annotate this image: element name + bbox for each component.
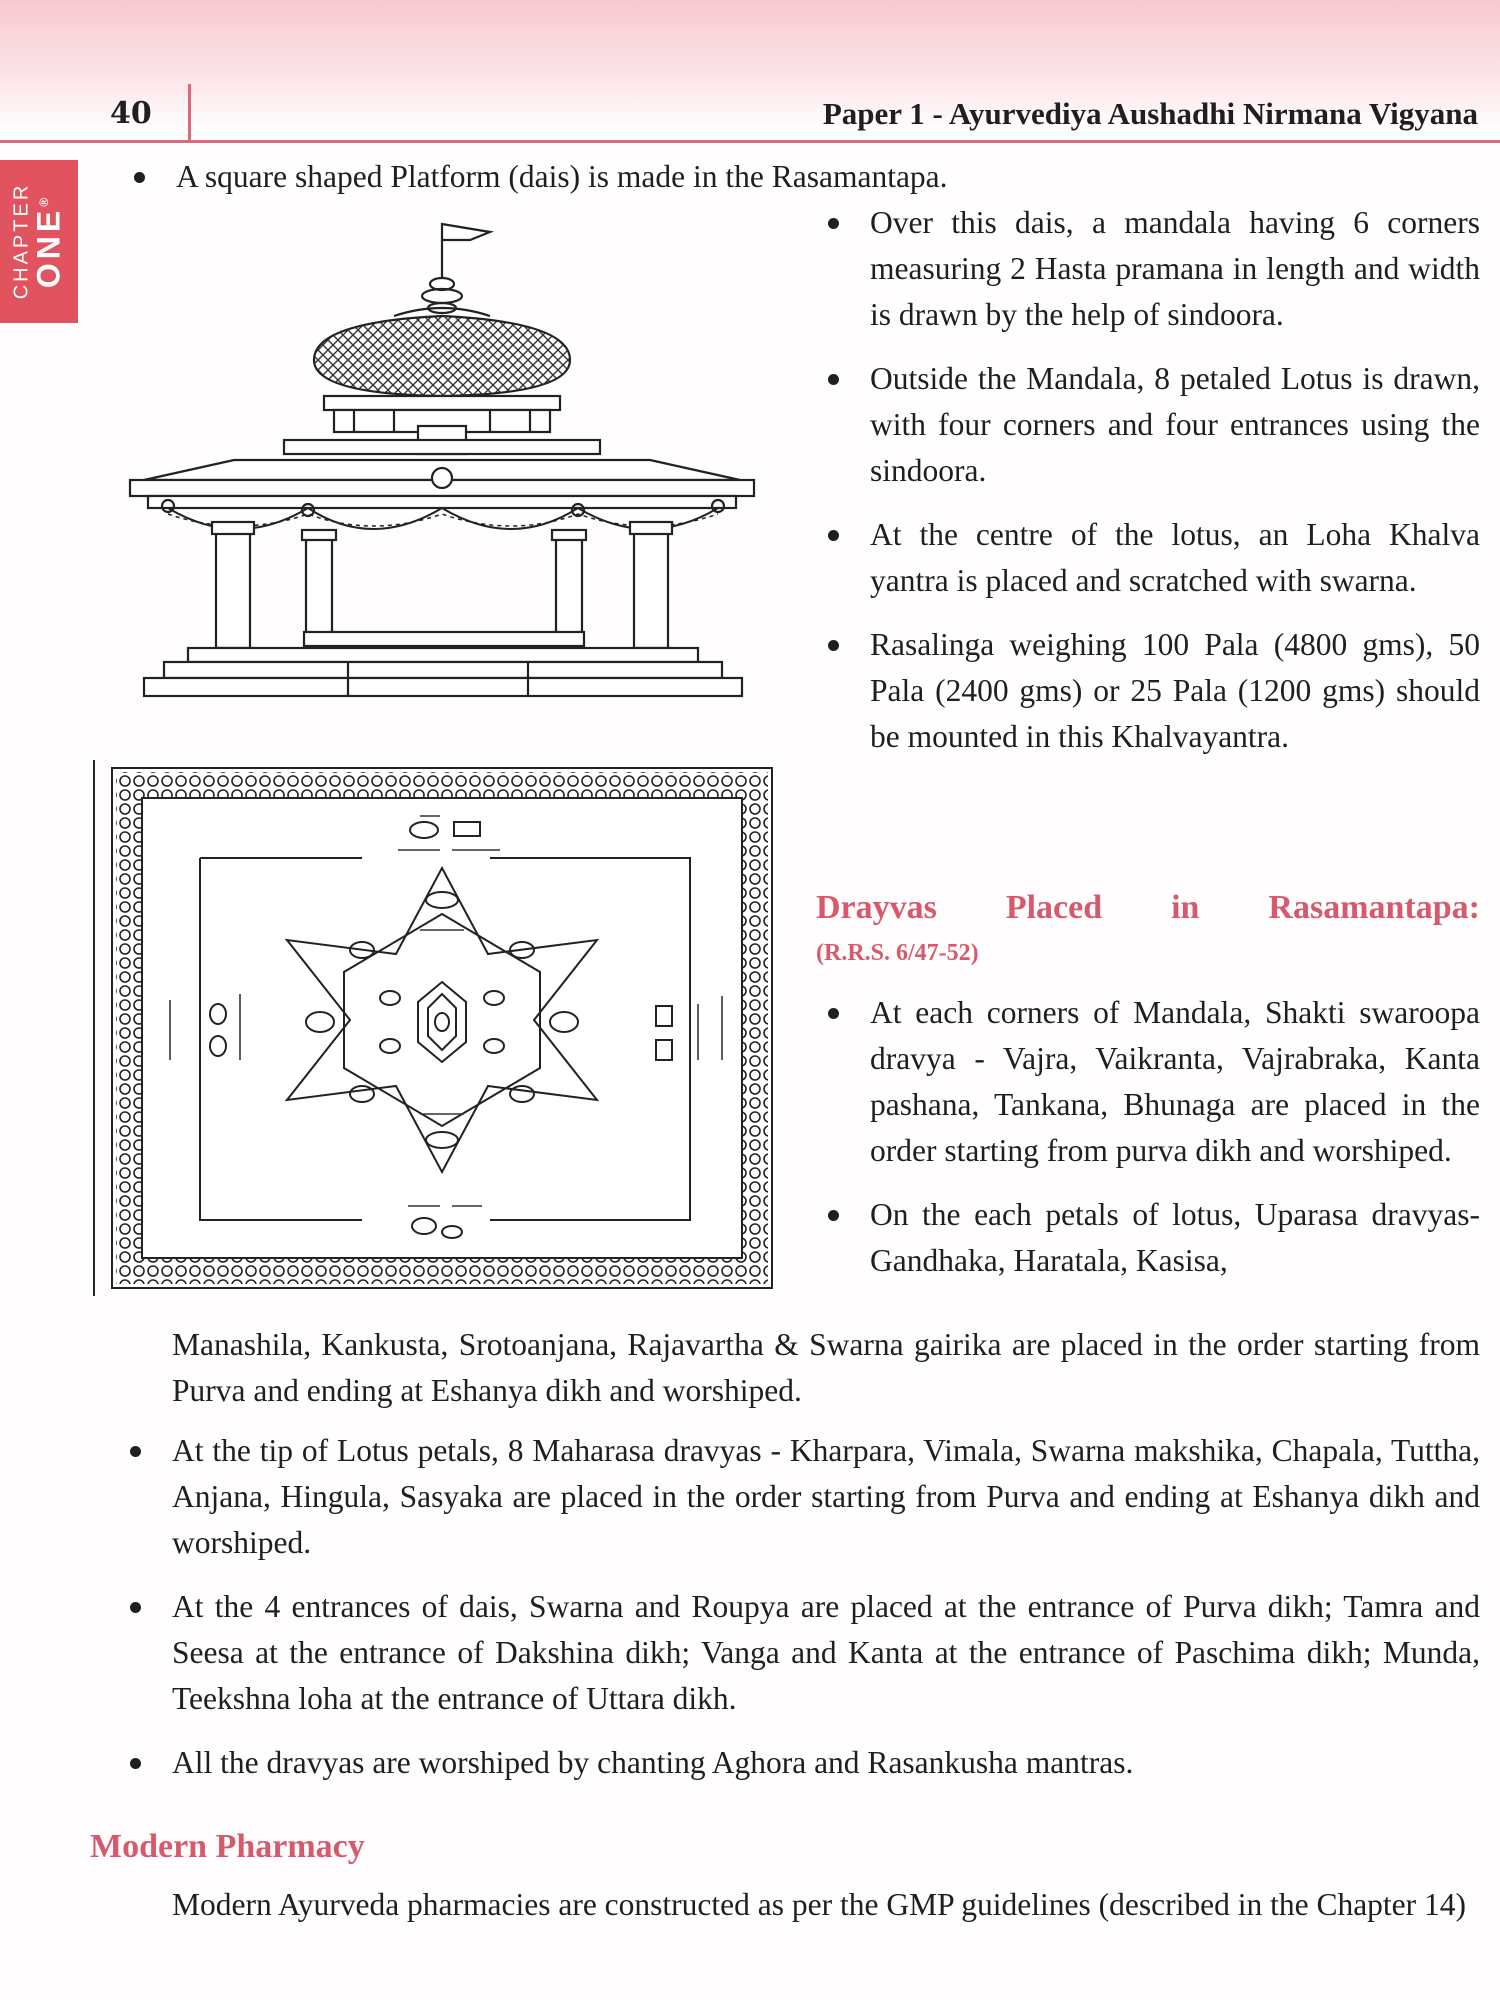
section-heading: Modern Pharmacy bbox=[90, 1828, 365, 1865]
page-number: 40 bbox=[110, 96, 152, 131]
list-item: Outside the Mandala, 8 petaled Lotus is drawn, with four corners and four entrances using the sindoora. bbox=[824, 356, 1480, 494]
list-item: All the dravyas are worshiped by chanting Aghora and Rasankusha mantras. bbox=[126, 1740, 1480, 1786]
bullet-continuation: Manashila, Kankusta, Srotoanjana, Rajavartha & Swarna gairika are placed in the order starting from Purva and ending at Eshanya dikh and worshiped. bbox=[172, 1327, 1480, 1408]
list-item: Over this dais, a mandala having 6 corners measuring 2 Hasta pramana in length and width is drawn by the help of sindoora. bbox=[824, 200, 1480, 338]
mandala-lotus-diagram bbox=[90, 760, 780, 1300]
section-reference: (R.R.S. 6/47-52) bbox=[816, 940, 979, 966]
header-divider bbox=[188, 84, 191, 140]
body-paragraph: Modern Ayurveda pharmacies are constructed as per the GMP guidelines (described in the Chapter 14) bbox=[172, 1887, 1467, 1922]
chapter-label: CHAPTER bbox=[10, 182, 33, 300]
list-item: Rasalinga weighing 100 Pala (4800 gms), 50 Pala (2400 gms) or 25 Pala (1200 gms) should be mounted in this Khalvayantra. bbox=[824, 622, 1480, 760]
section-list bbox=[824, 990, 1480, 1302]
full-width-list bbox=[126, 1428, 1480, 1786]
list-item: At the tip of Lotus petals, 8 Maharasa dravyas - Kharpara, Vimala, Swarna makshika, Chapala, Tuttha, Anjana, Hingula, Sasyaka are placed in the order starting from Purva and ending at Eshanya dikh and worshiped. bbox=[126, 1428, 1480, 1566]
running-title: Paper 1 - Ayurvediya Aushadhi Nirmana Vigyana bbox=[822, 96, 1478, 131]
registered-mark: ® bbox=[37, 193, 52, 207]
header-rule bbox=[0, 140, 1500, 143]
chapter-number: ONE bbox=[30, 206, 67, 289]
right-column bbox=[824, 200, 1480, 778]
list-item: At the centre of the lotus, an Loha Khalva yantra is placed and scratched with swarna. bbox=[824, 512, 1480, 604]
list-item: At each corners of Mandala, Shakti swaroopa dravya - Vajra, Vaikranta, Vajrabraka, Kanta pashana, Tankana, Bhunaga are placed in the order starting from purva dikh and worshiped. bbox=[824, 990, 1480, 1174]
chapter-tab bbox=[0, 160, 78, 323]
section-heading: Drayvas Placed in Rasamantapa: bbox=[816, 889, 1480, 926]
intro-bullet: A square shaped Platform (dais) is made in the Rasamantapa. bbox=[130, 154, 1476, 200]
rasamantapa-pavilion-illustration bbox=[108, 210, 778, 700]
list-item: On the each petals of lotus, Uparasa dravyas- Gandhaka, Haratala, Kasisa, bbox=[824, 1192, 1480, 1284]
list-item: At the 4 entrances of dais, Swarna and Roupya are placed at the entrance of Purva dikh; Tamra and Seesa at the entrance of Dakshina dikh; Vanga and Kanta at the entrance of Paschima dikh; Munda, Teekshna loha at the entrance of Uttara dikh. bbox=[126, 1584, 1480, 1722]
